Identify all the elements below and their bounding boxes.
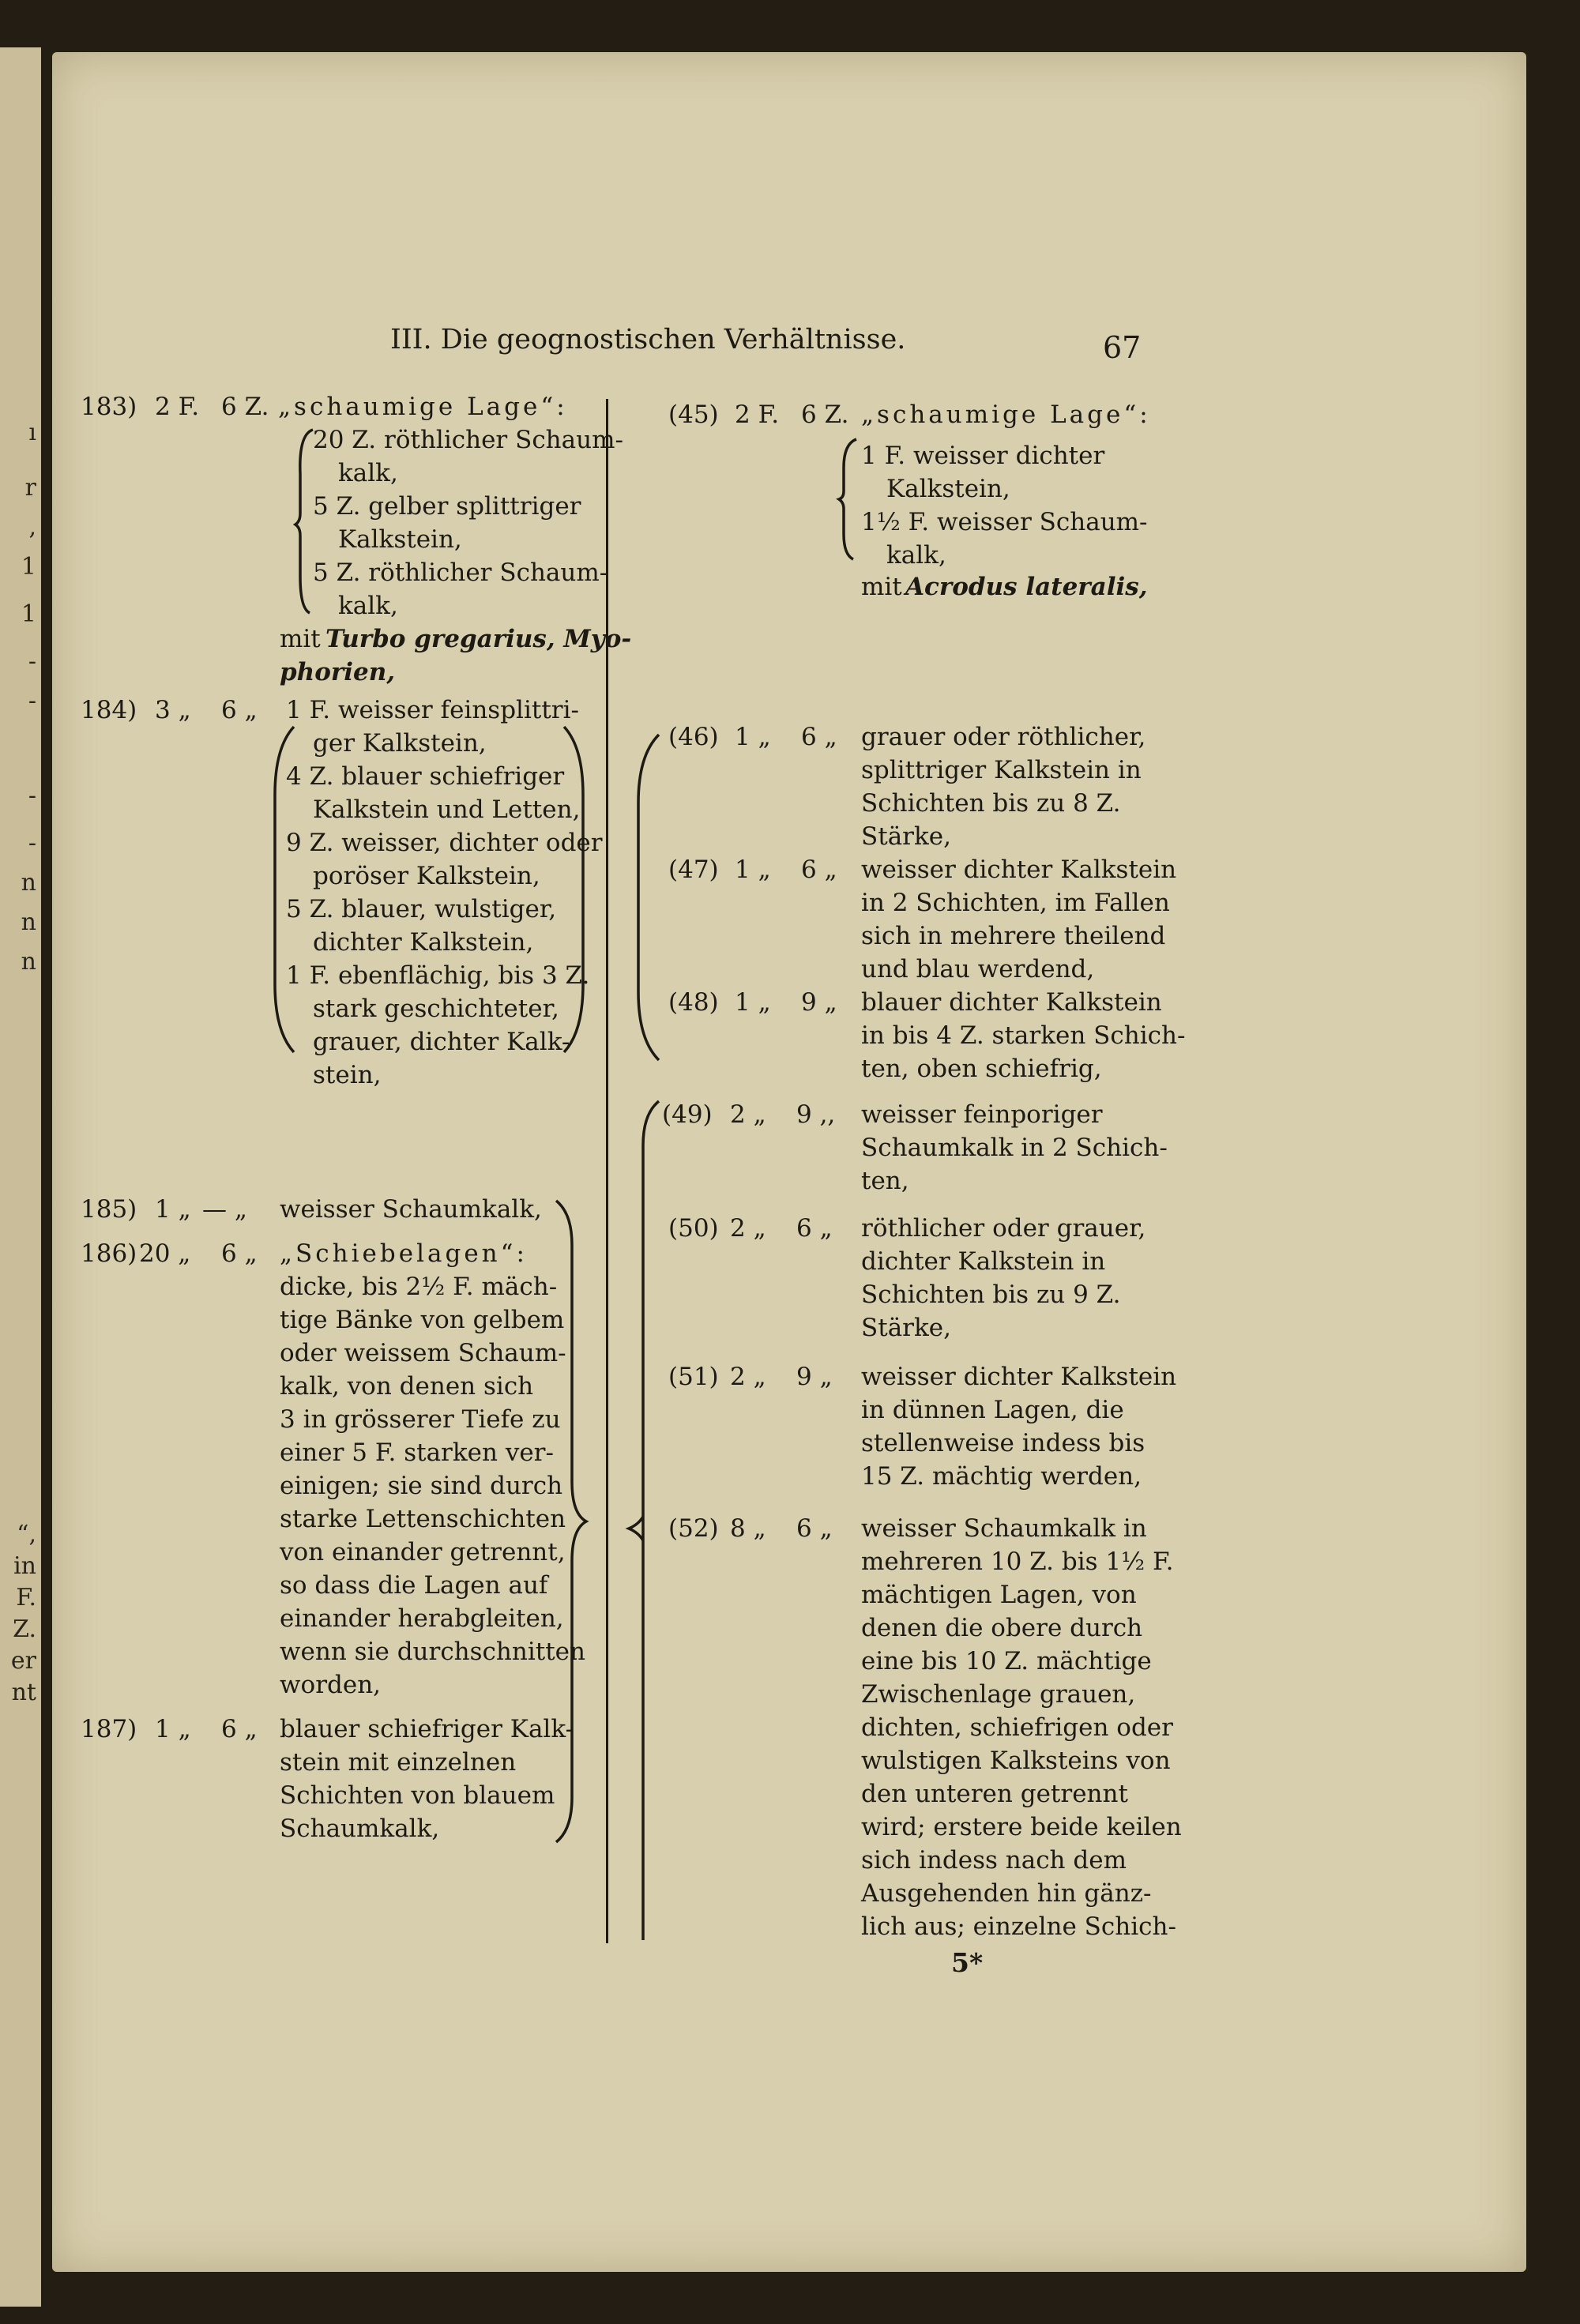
margin-fragment: n — [21, 869, 36, 897]
text-line: kalk, — [338, 459, 398, 487]
entry-number: 184) — [81, 696, 137, 724]
text-line: einigen; sie sind durch — [280, 1472, 563, 1500]
entry-number: (50) — [668, 1214, 719, 1243]
text-line: 1½ F. weisser Schaum- — [861, 508, 1148, 536]
entry-feet: 2 F. — [155, 393, 200, 421]
entry-inches: 9 „ — [801, 988, 837, 1017]
text-line: dichten, schiefrigen oder — [861, 1713, 1173, 1742]
margin-fragment: - — [28, 782, 36, 810]
book-page — [52, 52, 1526, 2272]
margin-fragment: F. — [16, 1584, 36, 1611]
entry-inches: 6 „ — [221, 1239, 258, 1268]
text-line: Ausgehenden hin gänz- — [861, 1879, 1152, 1908]
entry-feet: 1 „ — [735, 988, 771, 1017]
text-line: Schichten bis zu 8 Z. — [861, 789, 1121, 818]
entry-feet: 1 „ — [155, 1715, 191, 1743]
entry-feet: 1 „ — [735, 723, 771, 751]
entry-inches: 6 Z. — [801, 400, 849, 429]
text-line: mächtigen Lagen, von — [861, 1581, 1137, 1609]
text-line: Schichten bis zu 9 Z. — [861, 1280, 1121, 1309]
entry-feet: 8 „ — [730, 1514, 766, 1543]
text-line: kalk, — [886, 541, 946, 570]
text-line: ger Kalkstein, — [313, 729, 487, 758]
entry-number: (46) — [668, 723, 719, 751]
text-line: lich aus; einzelne Schich- — [861, 1912, 1176, 1941]
entry-inches: 6 „ — [801, 723, 837, 751]
text-line: so dass die Lagen auf — [280, 1571, 548, 1600]
text-line: Stärke, — [861, 1314, 951, 1342]
text-line: weisser feinporiger — [861, 1100, 1103, 1129]
entry-number: (49) — [662, 1100, 713, 1129]
entry-feet: 1 „ — [155, 1195, 191, 1224]
previous-page-edge — [0, 47, 41, 2307]
text-line: 1 F. weisser feinsplittri- — [286, 696, 580, 724]
text-line: Kalkstein und Letten, — [313, 795, 581, 824]
margin-fragment: in — [13, 1552, 36, 1580]
margin-fragment: “, — [17, 1521, 36, 1548]
text-line: 5 Z. blauer, wulstiger, — [286, 895, 557, 923]
entry-feet: 20 „ — [139, 1239, 191, 1268]
text-line: grauer oder röthlicher, — [861, 723, 1146, 751]
entry-feet: 3 „ — [155, 696, 191, 724]
entry-inches: — „ — [202, 1195, 247, 1224]
entry-number: 187) — [81, 1715, 137, 1743]
group-bracket — [632, 731, 664, 1063]
fossil-name: Acrodus lateralis, — [905, 573, 1148, 601]
entry-inches: 6 „ — [801, 856, 837, 884]
running-header: III. Die geognostischen Verhältnisse. — [390, 324, 906, 355]
margin-fragment: Z. — [13, 1615, 36, 1643]
text-line: wulstigen Kalksteins von — [861, 1747, 1171, 1775]
text-line: 1 F. ebenflächig, bis 3 Z. — [286, 961, 590, 990]
text-line: Stärke, — [861, 822, 951, 851]
margin-fragment: , — [28, 513, 36, 541]
margin-fragment: nt — [11, 1679, 36, 1706]
text-line: weisser dichter Kalkstein — [861, 1363, 1177, 1391]
text-line: Zwischenlage grauen, — [861, 1680, 1136, 1709]
entry-number: (48) — [668, 988, 719, 1017]
text-line: starke Lettenschichten — [280, 1505, 566, 1533]
margin-fragment: n — [21, 948, 36, 976]
text-line: in 2 Schichten, im Fallen — [861, 889, 1170, 917]
entry-number: 183) — [81, 393, 137, 421]
entry-inches: 9 „ — [796, 1363, 833, 1391]
margin-fragment: - — [28, 648, 36, 675]
text-line: ten, — [861, 1167, 909, 1195]
text-line: stein, — [313, 1061, 382, 1089]
text-line: 15 Z. mächtig werden, — [861, 1462, 1142, 1491]
text-line: eine bis 10 Z. mächtige — [861, 1647, 1152, 1675]
text-line: Kalkstein, — [886, 475, 1010, 503]
text-line: in dünnen Lagen, die — [861, 1396, 1124, 1424]
margin-fragment: n — [21, 908, 36, 936]
entry-inches: 6 „ — [221, 696, 258, 724]
text-line: tige Bänke von gelbem — [280, 1306, 565, 1334]
text-line: mit — [280, 625, 321, 653]
entry-number: (52) — [668, 1514, 719, 1543]
text-line: 20 Z. röthlicher Schaum- — [313, 426, 623, 454]
text-line: und blau werdend, — [861, 955, 1095, 983]
text-line: blauer dichter Kalkstein — [861, 988, 1162, 1017]
entry-inches: 6 „ — [796, 1514, 833, 1543]
entry-feet: 2 „ — [730, 1100, 766, 1129]
margin-fragment: er — [10, 1647, 36, 1675]
text-line: kalk, — [338, 592, 398, 620]
text-line: Schaumkalk, — [280, 1814, 440, 1843]
left-brace — [837, 436, 861, 562]
layer-name: „schaumige Lage“: — [861, 400, 1151, 429]
text-line: Kalkstein, — [338, 525, 462, 554]
margin-fragment: r — [24, 474, 36, 502]
text-line: 4 Z. blauer schiefriger — [286, 762, 565, 791]
text-line: 5 Z. röthlicher Schaum- — [313, 558, 608, 587]
page-number: 67 — [1103, 330, 1142, 365]
text-line: blauer schiefriger Kalk- — [280, 1715, 574, 1743]
text-line: Schichten von blauem — [280, 1781, 555, 1810]
text-line: in bis 4 Z. starken Schich- — [861, 1021, 1186, 1050]
text-line: worden, — [280, 1671, 382, 1699]
group-brace — [627, 1098, 667, 1943]
margin-fragment: - — [28, 829, 36, 857]
text-line: 5 Z. gelber splittriger — [313, 492, 581, 521]
margin-fragment: 1 — [21, 553, 36, 581]
margin-fragment: 1 — [21, 600, 36, 628]
entry-feet: 2 „ — [730, 1363, 766, 1391]
entry-inches: 6 Z. — [221, 393, 269, 421]
text-line: stein mit einzelnen — [280, 1748, 517, 1777]
text-line: grauer, dichter Kalk- — [313, 1028, 570, 1056]
text-line: einer 5 F. starken ver- — [280, 1438, 554, 1467]
text-line: splittriger Kalkstein in — [861, 756, 1142, 784]
text-line: sich in mehrere theilend — [861, 922, 1166, 950]
text-line: poröser Kalkstein, — [313, 862, 540, 890]
entry-number: 186) — [81, 1239, 137, 1268]
entry-number: 185) — [81, 1195, 137, 1224]
entry-inches: 9 ,, — [796, 1100, 836, 1129]
text-line: weisser Schaumkalk in — [861, 1514, 1147, 1543]
entry-number: (47) — [668, 856, 719, 884]
entry-feet: 1 „ — [735, 856, 771, 884]
signature-mark: 5* — [951, 1947, 984, 1978]
entry-inches: 6 „ — [796, 1214, 833, 1243]
layer-name: „schaumige Lage“: — [278, 393, 568, 421]
text-line: sich indess nach dem — [861, 1846, 1127, 1875]
text-line: stellenweise indess bis — [861, 1429, 1146, 1457]
text-line: kalk, von denen sich — [280, 1372, 534, 1401]
entry-number: (45) — [668, 400, 719, 429]
text-line: von einander getrennt, — [280, 1538, 566, 1566]
text-line: wenn sie durchschnitten — [280, 1638, 585, 1666]
text-line: oder weissem Schaum- — [280, 1339, 566, 1367]
text-line: denen die obere durch — [861, 1614, 1143, 1642]
entry-number: (51) — [668, 1363, 719, 1391]
text-line: röthlicher oder grauer, — [861, 1214, 1146, 1243]
text-line: 9 Z. weisser, dichter oder — [286, 829, 603, 857]
entry-inches: 6 „ — [221, 1715, 258, 1743]
text-line: weisser dichter Kalkstein — [861, 856, 1177, 884]
text-line: ten, oben schiefrig, — [861, 1055, 1102, 1083]
text-line: wird; erstere beide keilen — [861, 1813, 1182, 1841]
text-line: dichter Kalkstein in — [861, 1247, 1106, 1276]
margin-fragment: - — [28, 687, 36, 715]
text-line: stark geschichteter, — [313, 995, 559, 1023]
layer-name: „Schiebelagen“: — [280, 1239, 528, 1268]
text-line: dicke, bis 2½ F. mäch- — [280, 1273, 558, 1301]
text-line: mehreren 10 Z. bis 1½ F. — [861, 1547, 1174, 1576]
text-line: 1 F. weisser dichter — [861, 442, 1105, 470]
text-line: dichter Kalkstein, — [313, 928, 534, 957]
fossil-name: phorien, — [280, 658, 396, 686]
text-line: Schaumkalk in 2 Schich- — [861, 1134, 1168, 1162]
fossil-name: Turbo gregarius, Myo- — [325, 625, 632, 653]
text-line: 3 in grösserer Tiefe zu — [280, 1405, 561, 1434]
text-line: den unteren getrennt — [861, 1780, 1128, 1808]
text-line: weisser Schaumkalk, — [280, 1195, 542, 1224]
entry-feet: 2 F. — [735, 400, 780, 429]
text-line: mit — [861, 573, 902, 601]
margin-fragment: ı — [28, 419, 36, 446]
text-line: einander herabgleiten, — [280, 1604, 564, 1633]
entry-feet: 2 „ — [730, 1214, 766, 1243]
